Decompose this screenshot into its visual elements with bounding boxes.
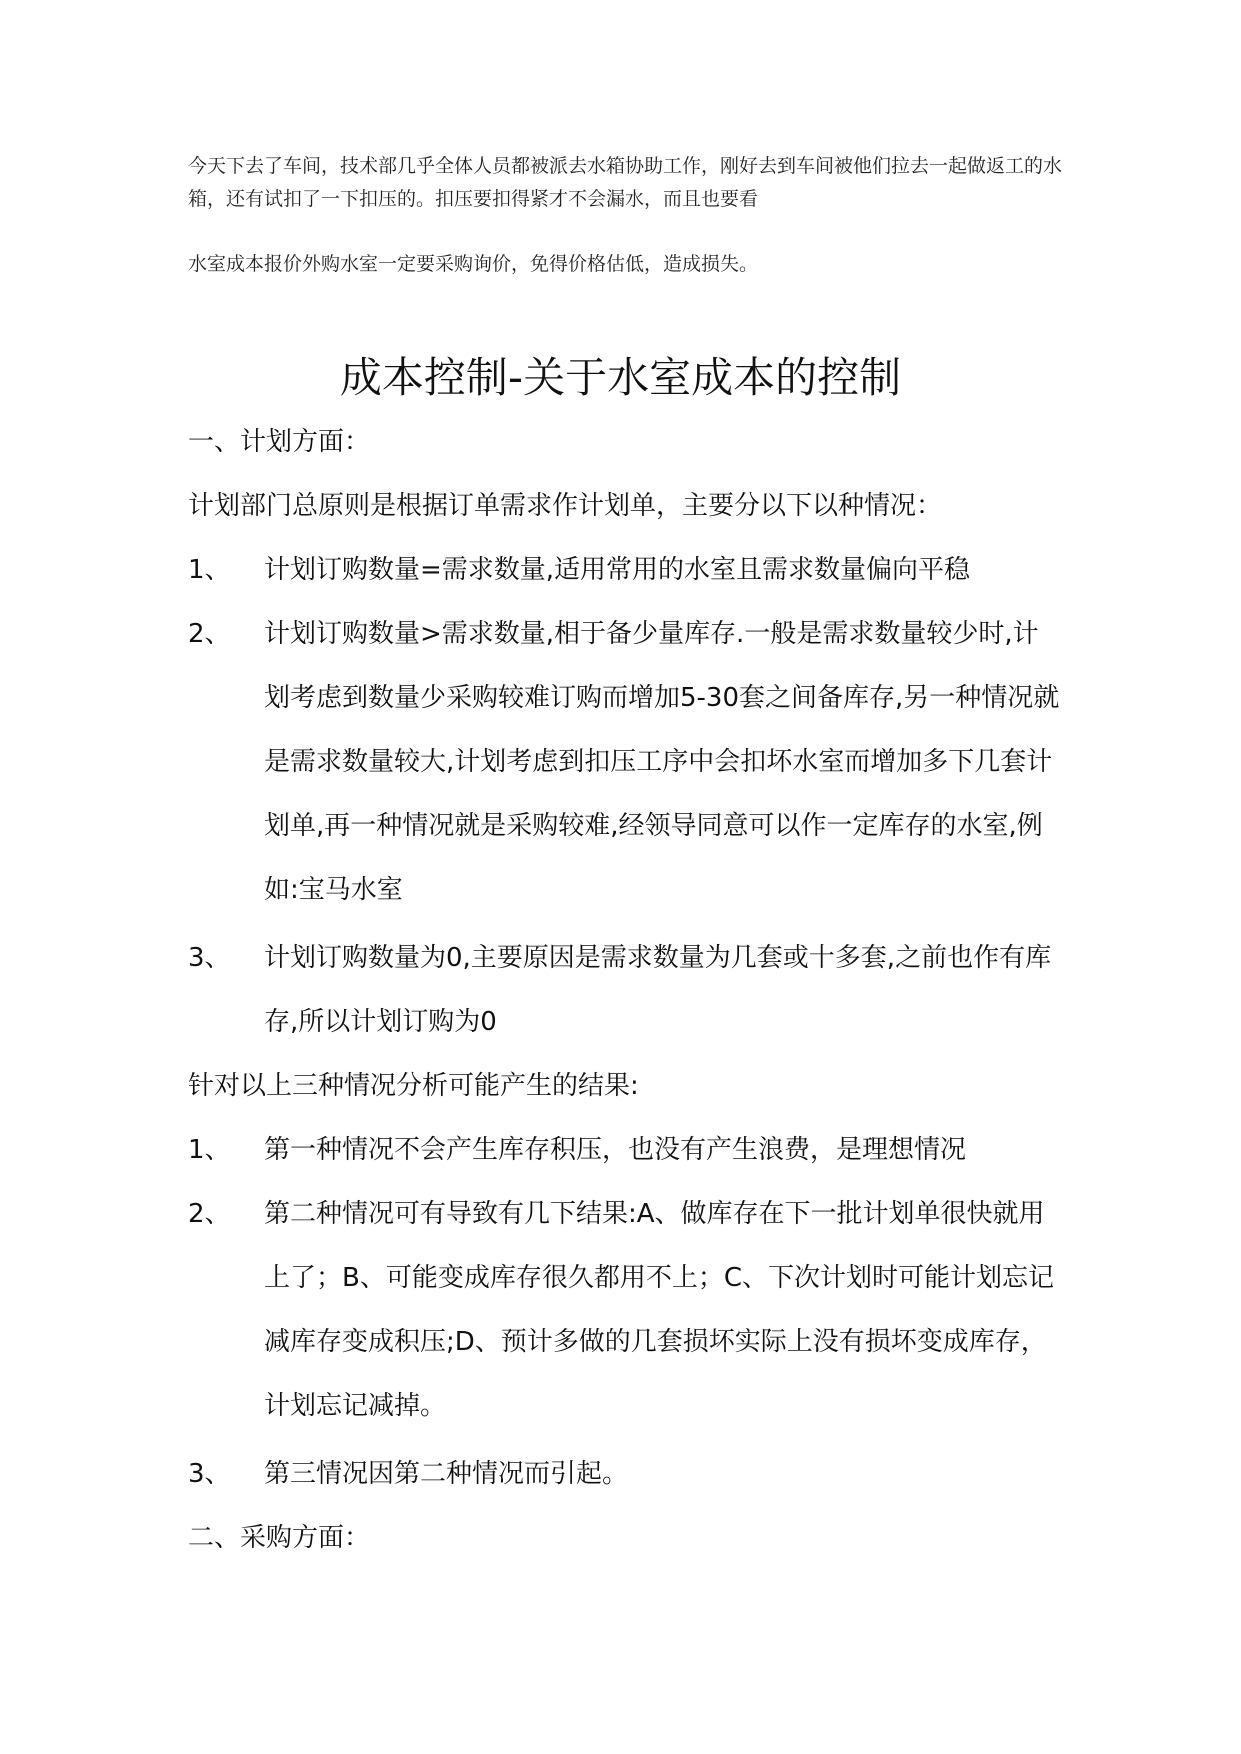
intro-text-1: 今天下去了车间，技术部几乎全体人员都被派去水箱协助工作，刚好去到车间被他们拉去一起做返工的水箱，还有试扣了一下扣压的。扣压要扣得紧才不会漏水，而且也要看: [188, 155, 1063, 210]
plan-item-2-number: 2、: [188, 619, 231, 649]
intro-paragraph-2: [188, 248, 1068, 281]
section1-intro: 计划部门总原则是根据订单需求作计划单，主要分以下以种情况：: [188, 491, 943, 521]
document-title: 成本控制-关于水室成本的控制: [339, 353, 902, 402]
result-1-text: 第一种情况不会产生库存积压，也没有产生浪费，是理想情况: [264, 1135, 967, 1165]
result-2-text: 第二种情况可有导致有几下结果:A、做库存在下一批计划单很快就用上了；B、可能变成库存很久都用不上；C、下次计划时可能计划忘记减库存变成积压;D、预计多做的几套损坏实际上没有损坏变成库存，计划忘记减掉。: [264, 1199, 1054, 1421]
analysis-heading: 针对以上三种情况分析可能产生的结果:: [188, 1071, 639, 1101]
intro-text-2: 水室成本报价外购水室一定要采购询价，免得价格估低，造成损失。: [188, 253, 759, 275]
section1-heading: 一、计划方面：: [188, 427, 371, 457]
plan-item-3-text: 计划订购数量为0,主要原因是需求数量为几套或十多套,之前也作有库存,所以计划订购为0: [264, 943, 1052, 1037]
plan-item-2-text: 计划订购数量>需求数量,相于备少量库存.一般是需求数量较少时,计划考虑到数量少采购较难订购而增加5-30套之间备库存,另一种情况就是需求数量较大,计划考虑到扣压工序中会扣坏水室而增加多下几套计划单,再一种情况就是采购较难,经领导同意可以作一定库存的水室,例如:宝马水室: [264, 619, 1060, 905]
result-2-number: 2、: [188, 1199, 231, 1229]
section2-heading: 二、采购方面：: [188, 1523, 371, 1553]
plan-item-1-number: 1、: [188, 555, 231, 585]
intro-paragraph-1: [188, 150, 1068, 216]
result-1-number: 1、: [188, 1135, 231, 1165]
plan-item-3-number: 3、: [188, 943, 231, 973]
result-3-text: 第三情况因第二种情况而引起。: [264, 1459, 629, 1489]
plan-item-1-text: 计划订购数量=需求数量,适用常用的水室且需求数量偏向平稳: [264, 555, 971, 585]
result-3-number: 3、: [188, 1459, 231, 1489]
